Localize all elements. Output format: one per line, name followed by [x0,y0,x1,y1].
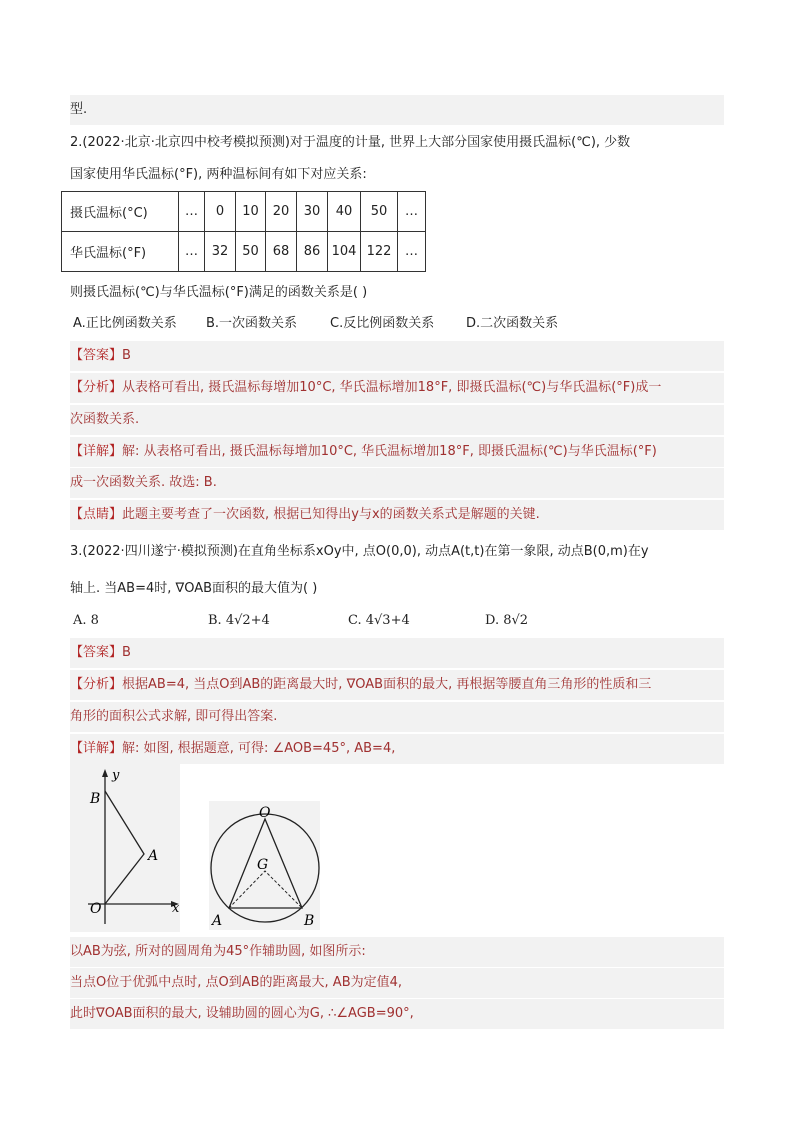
temperature-table [61,191,426,272]
detail-line [70,437,724,467]
analysis-line [70,373,724,403]
table-cell: 50 [361,192,398,232]
detail-line-cont: 以AB为弦, 所对的圆周角为45°作辅助圆, 如图所示: [70,937,724,967]
analysis-line [70,670,724,700]
comment-line [70,500,724,530]
answer-tag: 【答案】 [70,348,123,363]
table-cell: 摄氏温标(°C) [62,192,179,232]
table-cell: … [179,192,205,232]
question-3-title: 3.(2022·四川遂宁·模拟预测)在直角坐标系xOy中, 点O(0,0), 动点A(t,t)在第一象限, 动点B(0,m)在y [70,544,649,559]
label-a: A [212,913,223,929]
label-o: O [259,805,271,821]
table-row [62,232,426,272]
analysis-text: 从表格可看出, 摄氏温标每增加10°C, 华氏温标增加18°F, 即摄氏温标(℃)与华氏温标(°F)成一 [122,380,662,395]
answer-tag: 【答案】 [70,645,123,660]
question-3-title-cont: 轴上. 当AB=4时, ∇OAB面积的最大值为( ) [70,581,318,596]
table-cell: … [398,232,426,272]
table-cell: 122 [361,232,398,272]
answer-line [70,341,724,371]
table-cell: 50 [236,232,266,272]
label-g: G [257,857,269,873]
radii-ga-gb [229,871,302,908]
detail-text: 解: 如图, 根据题意, 可得: ∠AOB=45°, AB=4, [122,741,396,756]
label-y: y [112,768,120,783]
option-c: C.反比例函数关系 [330,316,435,331]
answer-value: B [122,348,131,363]
label-o: O [90,901,102,917]
label-a: A [148,848,159,864]
table-cell: 0 [205,192,236,232]
question-3-options [70,606,724,636]
table-cell: 30 [297,192,328,232]
question-2-prompt: 则摄氏温标(℃)与华氏温标(°F)满足的函数关系是( ) [70,285,368,300]
detail-text: 解: 从表格可看出, 摄氏温标每增加10°C, 华氏温标增加18°F, 即摄氏温标(℃)与华氏温标(°F) [122,444,657,459]
detail-line [70,734,724,764]
table-cell: … [179,232,205,272]
label-x: x [172,901,180,916]
question-2-title: 2.(2022·北京·北京四中校考模拟预测)对于温度的计量, 世界上大部分国家使用摄氏温标(℃), 少数 [70,135,631,150]
comment-tag: 【点睛】 [70,507,123,522]
table-row [62,192,426,232]
answer-value: B [122,645,131,660]
y-axis-arrow [102,769,108,777]
detail-line-cont: 此时∇OAB面积的最大, 设辅助圆的圆心为G, ∴∠AGB=90°, [70,999,724,1029]
table-cell: 32 [205,232,236,272]
option-d: D. 8√2 [485,613,529,628]
table-cell: 68 [266,232,297,272]
label-b: B [90,791,101,807]
option-a: A. 8 [73,613,99,628]
table-cell: 104 [328,232,361,272]
table-cell: 华氏温标(°F) [62,232,179,272]
detail-tag: 【详解】 [70,741,123,756]
option-c: C. 4√3+4 [348,613,410,628]
analysis-text: 根据AB=4, 当点O到AB的距离最大时, ∇OAB面积的最大, 再根据等腰直角三角形的性质和三 [122,677,652,692]
question-2-title-cont: 国家使用华氏温标(°F), 两种温标间有如下对应关系: [70,167,367,182]
question-2-options [70,309,724,339]
triangle-oab [105,791,144,904]
detail-line-cont: 成一次函数关系. 故选: B. [70,468,724,498]
detail-line-cont: 当点O位于优弧中点时, 点O到AB的距离最大, AB为定值4, [70,968,724,998]
analysis-line-cont: 次函数关系. [70,405,724,435]
option-d: D.二次函数关系 [466,316,559,331]
table-cell: … [398,192,426,232]
table-cell: 10 [236,192,266,232]
auxiliary-circle-figure [209,801,321,931]
option-b: B. 4√2+4 [208,613,270,628]
table-cell: 20 [266,192,297,232]
label-b: B [304,913,315,929]
analysis-tag: 【分析】 [70,677,123,692]
detail-tag: 【详解】 [70,444,123,459]
analysis-line-cont: 角形的面积公式求解, 即可得出答案. [70,702,724,732]
option-b: B.一次函数关系 [206,316,298,331]
analysis-tag: 【分析】 [70,380,123,395]
axes-triangle-figure [70,764,182,932]
comment-text: 此题主要考查了一次函数, 根据已知得出y与x的函数关系式是解题的关键. [122,507,540,522]
table-cell: 40 [328,192,361,232]
text-line: 型. [70,95,724,125]
table-cell: 86 [297,232,328,272]
option-a: A.正比例函数关系 [73,316,177,331]
answer-line [70,638,724,668]
